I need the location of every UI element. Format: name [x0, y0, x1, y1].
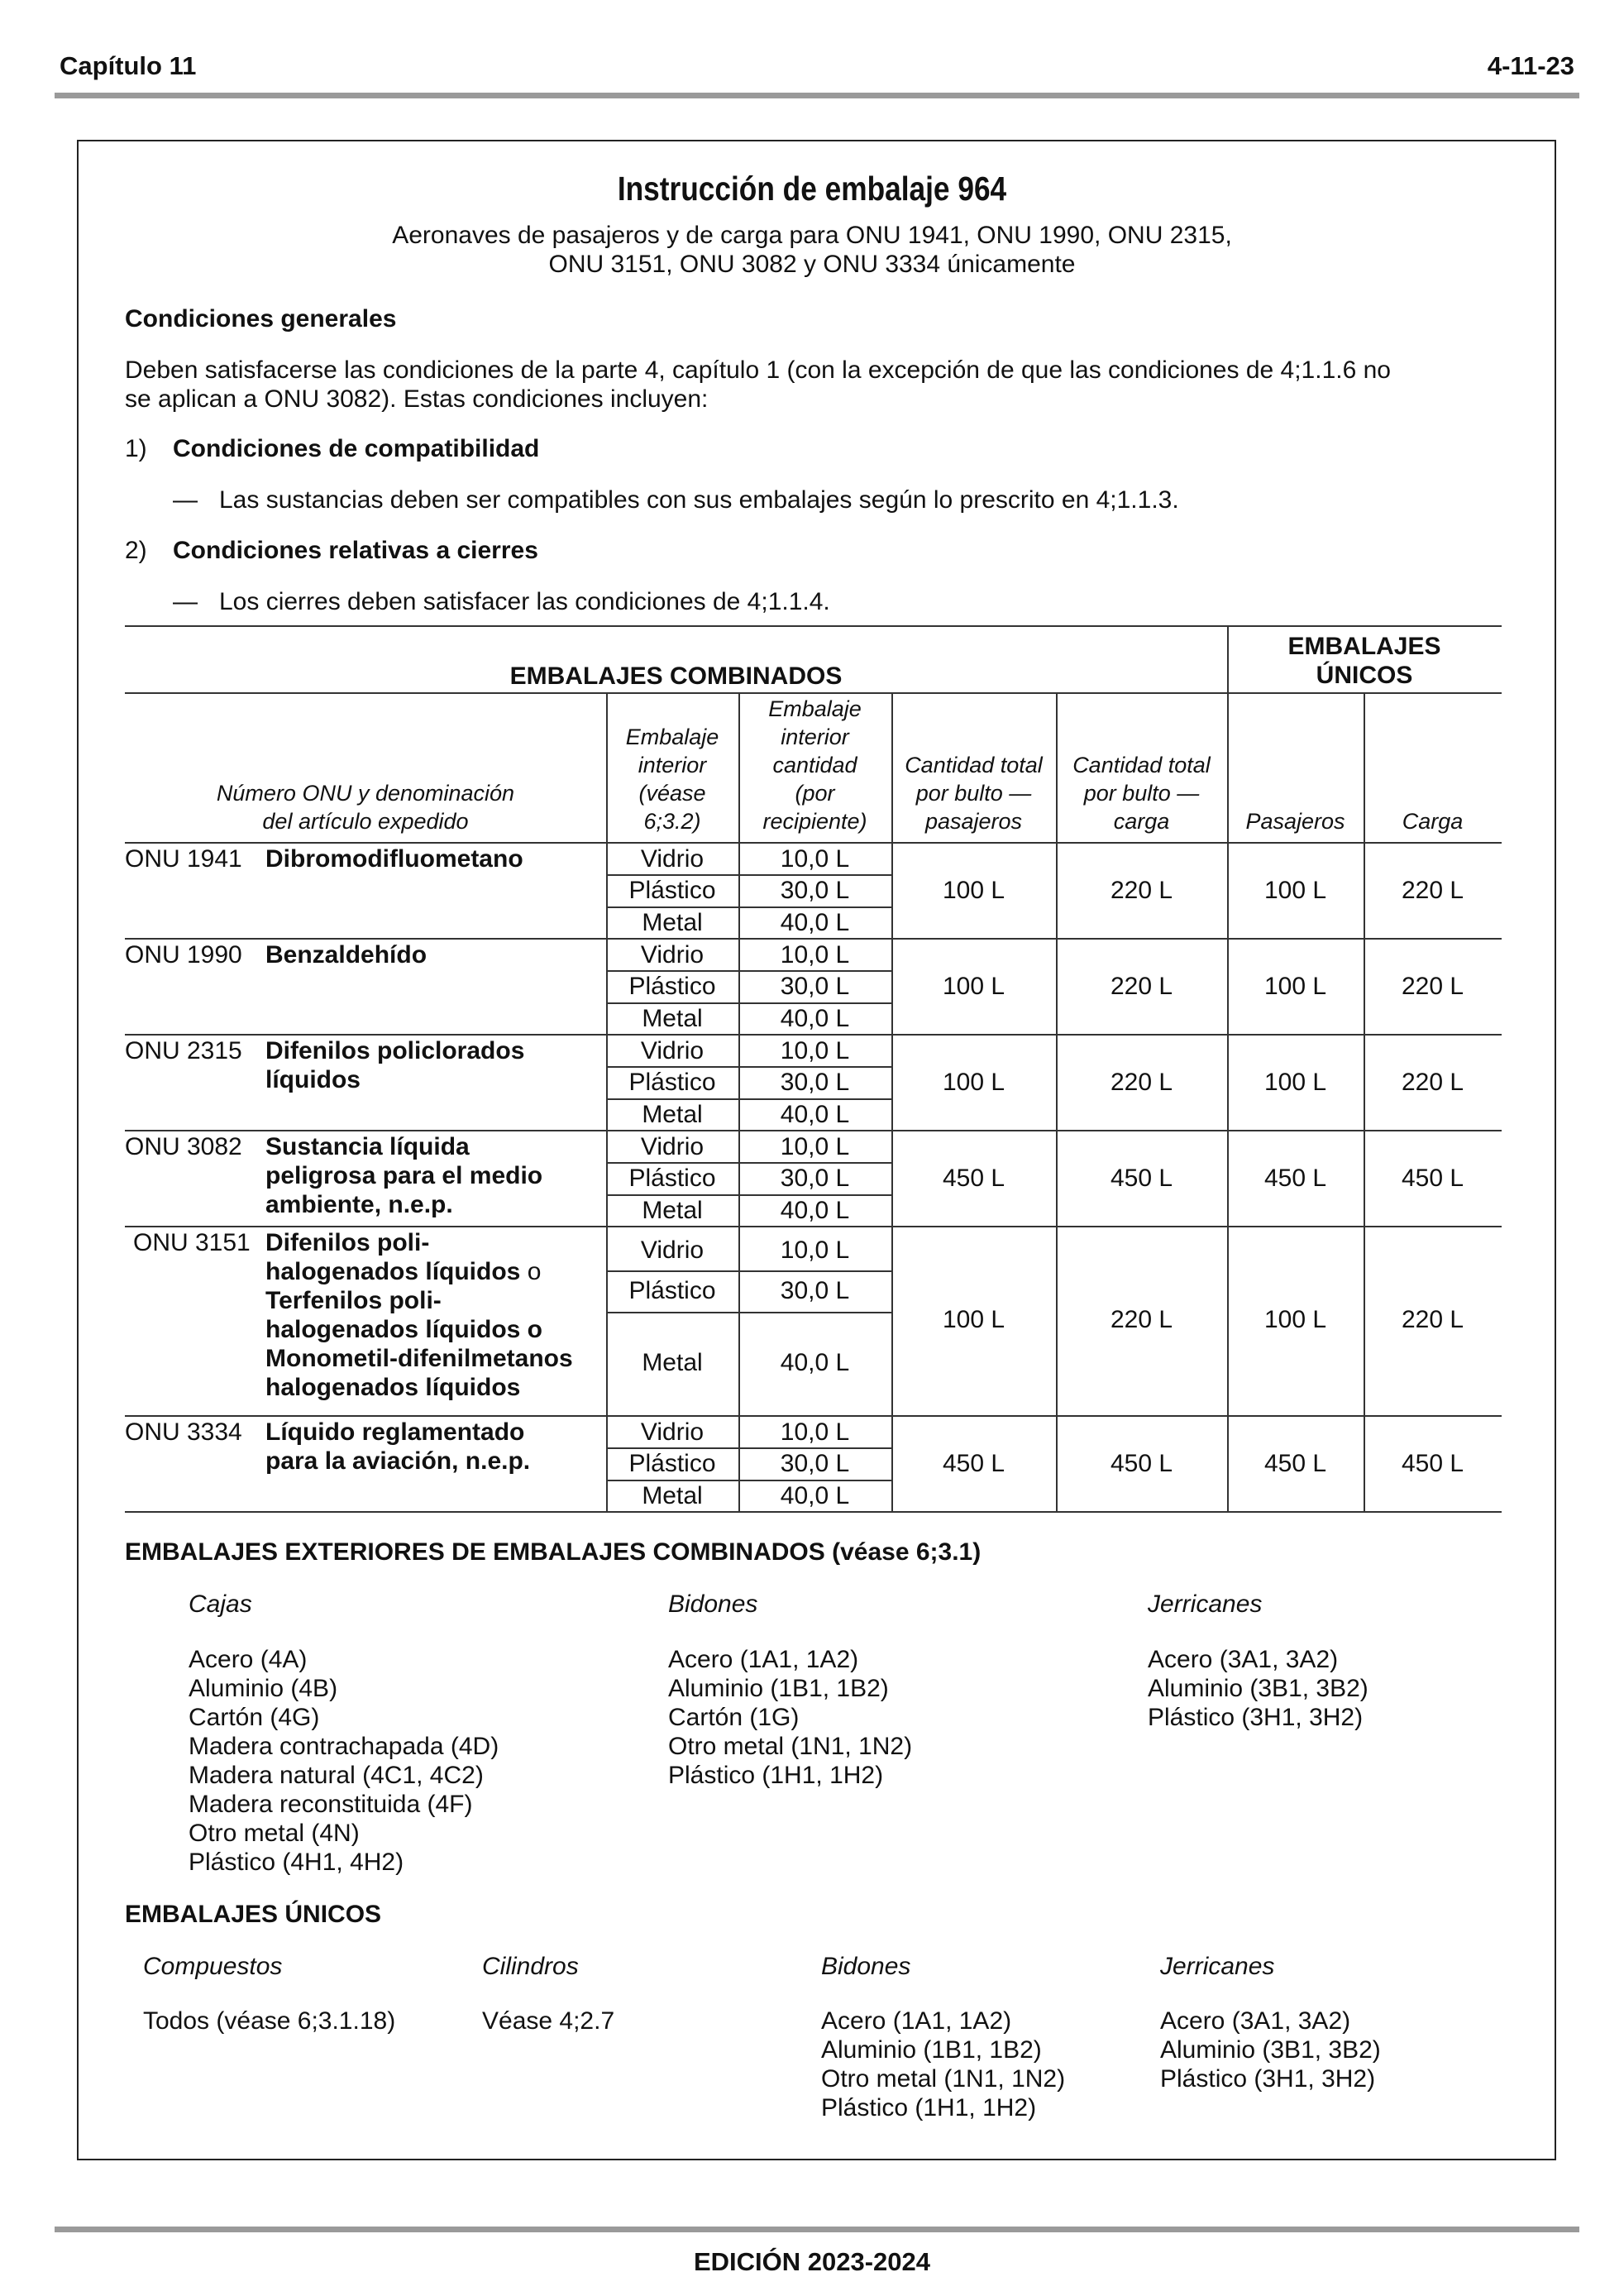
inner-qty: 30,0 L [780, 1069, 850, 1096]
inner-qty: 30,0 L [780, 1450, 850, 1477]
inner-type: Metal [642, 1005, 703, 1032]
single-cargo: 220 L [1401, 973, 1464, 1000]
row-un-number: ONU 1941 [125, 845, 242, 873]
single-cargo: 450 L [1401, 1165, 1464, 1192]
table-group-rule [125, 692, 1502, 694]
single-col-title: Jerricanes [1160, 1953, 1275, 1980]
row-un-number: ONU 1990 [125, 941, 242, 969]
single-cargo: 450 L [1401, 1450, 1464, 1477]
inner-type: Plástico [628, 1277, 716, 1304]
single-packaging-section-heading: EMBALAJES ÚNICOS [125, 1901, 382, 1928]
list-item: Cartón (4G) [189, 1704, 320, 1731]
edition-label: EDICIÓN 2023-2024 [693, 2247, 931, 2276]
inner-qty: 30,0 L [780, 973, 850, 1000]
inner-qty: 40,0 L [780, 1482, 850, 1509]
col-head-qty: Embalaje interior cantidad (por recipiente) [762, 696, 867, 834]
single-col-list-composites [143, 2007, 395, 2035]
inner-qty: 10,0 L [780, 845, 850, 873]
row-un-number: ONU 3082 [125, 1133, 242, 1160]
list-item: Plástico (3H1, 3H2) [1160, 2065, 1376, 2093]
inner-type: Metal [642, 1349, 703, 1376]
single-heading-line-2: ÚNICOS [1316, 662, 1413, 689]
inner-qty: 10,0 L [780, 941, 850, 969]
inner-type: Metal [642, 1197, 703, 1224]
inner-qty: 40,0 L [780, 909, 850, 936]
outer-col-title: Jerricanes [1148, 1590, 1263, 1618]
row-un-number: ONU 2315 [125, 1037, 242, 1064]
row-substance-name: Difenilos policlorados líquidos [265, 1037, 525, 1093]
list-item: Aluminio (4B) [189, 1675, 338, 1702]
single-col-title: Compuestos [143, 1953, 283, 1980]
item-heading-compatibility: Condiciones de compatibilidad [173, 435, 540, 462]
inner-qty: 40,0 L [780, 1197, 850, 1224]
list-item: Aluminio (1B1, 1B2) [668, 1675, 889, 1702]
instruction-title: Instrucción de embalaje 964 [617, 170, 1007, 208]
inner-qty: 30,0 L [780, 1165, 850, 1192]
inner-type: Plástico [628, 1165, 716, 1192]
single-pax: 450 L [1263, 1165, 1327, 1192]
outer-col-list-jerricans [1148, 1645, 1368, 1732]
list-item: Madera reconstituida (4F) [189, 1791, 473, 1818]
inner-qty: 40,0 L [780, 1349, 850, 1376]
table-top-rule [125, 625, 1502, 627]
inner-qty: 10,0 L [780, 1418, 850, 1446]
list-item: Plástico (4H1, 4H2) [189, 1849, 404, 1876]
inner-qty: 30,0 L [780, 1277, 850, 1304]
single-heading-line-1: EMBALAJES [1287, 633, 1441, 660]
pax-total: 100 L [942, 877, 1005, 904]
pax-total: 450 L [942, 1450, 1005, 1477]
pax-total: 100 L [942, 1306, 1005, 1333]
list-item: Aluminio (3B1, 3B2) [1148, 1675, 1368, 1702]
inner-qty: 10,0 L [780, 1236, 850, 1264]
cargo-total: 450 L [1110, 1165, 1173, 1192]
list-item: Acero (1A1, 1A2) [668, 1646, 859, 1673]
single-col-title: Bidones [821, 1953, 911, 1980]
pax-total: 450 L [942, 1165, 1005, 1192]
inner-qty: 30,0 L [780, 877, 850, 904]
row-substance-name: Benzaldehído [265, 941, 427, 969]
inner-type: Vidrio [640, 1418, 705, 1446]
inner-type: Vidrio [640, 1037, 705, 1064]
single-col-list-cylinders [482, 2007, 614, 2035]
cargo-total: 220 L [1110, 877, 1173, 904]
cargo-total: 450 L [1110, 1450, 1173, 1477]
list-item: Aluminio (3B1, 3B2) [1160, 2036, 1381, 2064]
inner-type: Vidrio [640, 1236, 705, 1264]
single-pax: 100 L [1263, 1306, 1327, 1333]
col-head-cargo-total: Cantidad total por bulto — carga [1072, 753, 1211, 834]
chapter-label: Capítulo 11 [60, 51, 197, 80]
inner-type: Vidrio [640, 941, 705, 969]
single-pax: 100 L [1263, 1069, 1327, 1096]
outer-col-list-boxes [189, 1645, 499, 1877]
list-item: Otro metal (1N1, 1N2) [668, 1733, 913, 1760]
inner-qty: 40,0 L [780, 1005, 850, 1032]
single-pax: 450 L [1263, 1450, 1327, 1477]
list-item: Acero (3A1, 3A2) [1148, 1646, 1339, 1673]
inner-type: Vidrio [640, 845, 705, 873]
list-item: Plástico (3H1, 3H2) [1148, 1704, 1364, 1731]
item-text-compatibility: Las sustancias deben ser compatibles con sus embalajes según lo prescrito en 4;1.1.3. [219, 486, 1179, 514]
single-cargo: 220 L [1401, 877, 1464, 904]
inner-type: Plástico [628, 973, 716, 1000]
pax-total: 100 L [942, 1069, 1005, 1096]
cargo-total: 220 L [1110, 973, 1173, 1000]
col-head-un: Número ONU y denominación del artículo expedido [216, 781, 515, 834]
general-paragraph-line-2: se aplican a ONU 3082). Estas condiciones incluyen: [125, 385, 709, 413]
list-item: Plástico (1H1, 1H2) [668, 1762, 884, 1789]
inner-type: Vidrio [640, 1133, 705, 1160]
list-item: Aluminio (1B1, 1B2) [821, 2036, 1042, 2064]
single-col-list-drums [821, 2007, 1065, 2122]
list-item: Acero (4A) [189, 1646, 308, 1673]
single-packaging-heading [1227, 632, 1502, 690]
table-bottom-rule [125, 1511, 1502, 1513]
item-number-2: 2) [125, 537, 147, 564]
outer-col-list-drums [668, 1645, 912, 1790]
inner-qty: 40,0 L [780, 1101, 850, 1128]
row-substance-name: Líquido reglamentado para la aviación, n.e.p. [265, 1418, 531, 1475]
list-item: Acero (1A1, 1A2) [821, 2007, 1012, 2035]
pax-total: 100 L [942, 973, 1005, 1000]
row-substance-name: Difenilos poli- halogenados líquidos o Terfenilos poli- halogenados líquidos o Monometil-difenilmetanos halogenados líquidos [265, 1229, 573, 1401]
row-rule-5 [125, 1415, 1502, 1417]
instruction-subtitle [0, 221, 1624, 279]
col-head-pax-total: Cantidad total por bulto — pasajeros [905, 753, 1043, 834]
single-cargo: 220 L [1401, 1069, 1464, 1096]
col-head-inner: Embalaje interior (véase 6;3.2) [625, 725, 719, 834]
header-rule [55, 93, 1579, 98]
single-pax: 100 L [1263, 973, 1327, 1000]
item-dash-1: — [173, 486, 198, 514]
item-text-closures: Los cierres deben satisfacer las condiciones de 4;1.1.4. [219, 588, 830, 615]
outer-col-title: Bidones [668, 1590, 758, 1618]
single-cargo: 220 L [1401, 1306, 1464, 1333]
list-item: Acero (3A1, 3A2) [1160, 2007, 1351, 2035]
row-rule-1 [125, 938, 1502, 940]
row-rule-4 [125, 1226, 1502, 1227]
list-item: Véase 4;2.7 [482, 2007, 615, 2035]
list-item: Cartón (1G) [668, 1704, 800, 1731]
single-col-title: Cilindros [482, 1953, 579, 1980]
col-head-single-pax: Pasajeros [1245, 809, 1345, 834]
row-rule-3 [125, 1130, 1502, 1131]
inner-qty: 10,0 L [780, 1037, 850, 1064]
single-col-list-jerricans [1160, 2007, 1381, 2093]
inner-type: Plástico [628, 1450, 716, 1477]
list-item: Otro metal (1N1, 1N2) [821, 2065, 1066, 2093]
list-item: Plástico (1H1, 1H2) [821, 2094, 1037, 2121]
list-item: Otro metal (4N) [189, 1820, 360, 1847]
single-pax: 100 L [1263, 877, 1327, 904]
list-item: Madera natural (4C1, 4C2) [189, 1762, 484, 1789]
outer-packaging-heading: EMBALAJES EXTERIORES DE EMBALAJES COMBINADOS (véase 6;3.1) [125, 1538, 982, 1566]
general-paragraph [125, 356, 1514, 414]
item-heading-closures: Condiciones relativas a cierres [173, 537, 538, 564]
footer-rule [55, 2227, 1579, 2232]
table-header-rule [125, 842, 1502, 844]
row-un-number: ONU 3151 [133, 1229, 251, 1256]
col-head-single-cargo: Carga [1402, 809, 1464, 834]
subtitle-line-1: Aeronaves de pasajeros y de carga para ONU 1941, ONU 1990, ONU 2315, [392, 222, 1232, 249]
list-item: Todos (véase 6;3.1.18) [143, 2007, 396, 2035]
subtitle-line-2: ONU 3151, ONU 3082 y ONU 3334 únicamente [548, 251, 1076, 278]
inner-type: Plástico [628, 1069, 716, 1096]
row-un-number: ONU 3334 [125, 1418, 242, 1446]
list-item: Madera contrachapada (4D) [189, 1733, 499, 1760]
page-number: 4-11-23 [1487, 51, 1574, 80]
inner-type: Metal [642, 1101, 703, 1128]
row-substance-name: Dibromodifluometano [265, 845, 523, 873]
outer-col-title: Cajas [189, 1590, 252, 1618]
combined-packaging-heading: EMBALAJES COMBINADOS [509, 662, 843, 690]
row-rule-2 [125, 1034, 1502, 1036]
inner-type: Plástico [628, 877, 716, 904]
row-substance-name: Sustancia líquida peligrosa para el medio ambiente, n.e.p. [265, 1133, 543, 1218]
item-dash-2: — [173, 588, 198, 615]
general-heading: Condiciones generales [125, 305, 397, 332]
inner-type: Metal [642, 909, 703, 936]
inner-type: Metal [642, 1482, 703, 1509]
cargo-total: 220 L [1110, 1306, 1173, 1333]
inner-qty: 10,0 L [780, 1133, 850, 1160]
general-paragraph-line-1: Deben satisfacerse las condiciones de la parte 4, capítulo 1 (con la excepción de que las condiciones de 4;1.1.6 no [125, 356, 1391, 384]
cargo-total: 220 L [1110, 1069, 1173, 1096]
item-number-1: 1) [125, 435, 147, 462]
